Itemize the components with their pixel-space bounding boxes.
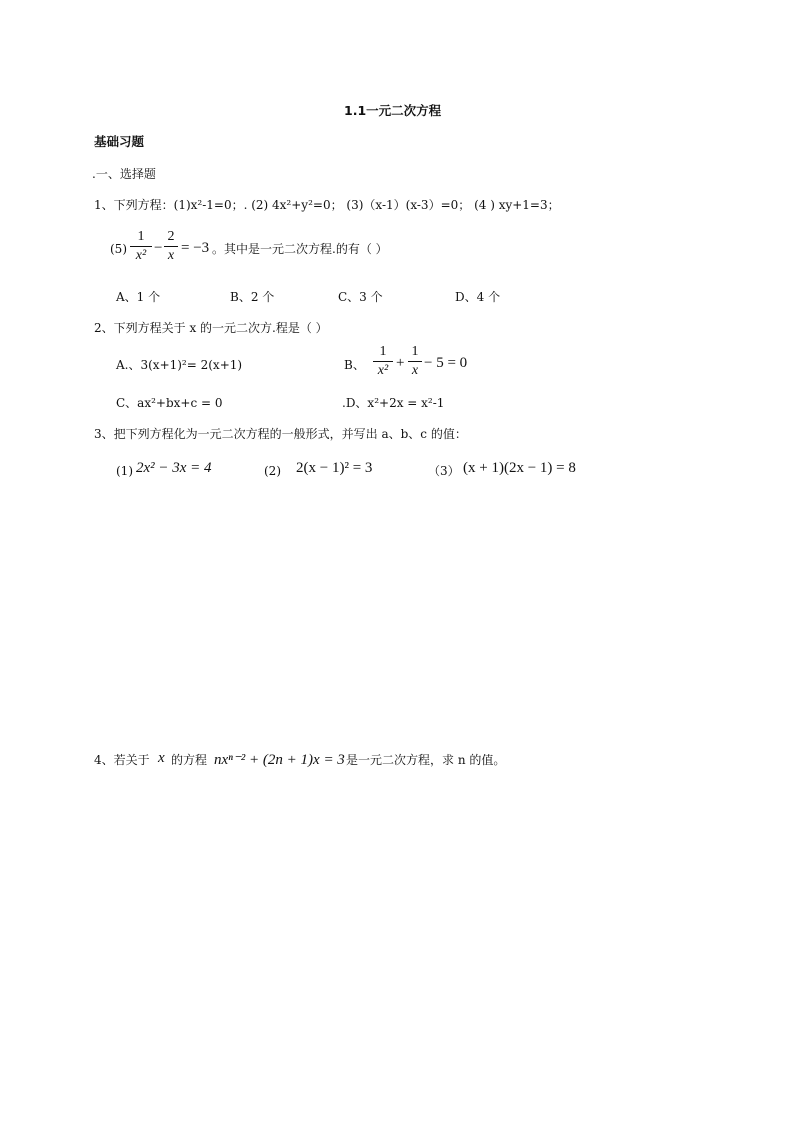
q1-minus: − — [154, 240, 163, 256]
q1-f2-denominator: x — [167, 248, 175, 263]
q2-f2-numerator: 1 — [411, 344, 419, 359]
part-heading: .一、选择题 — [92, 167, 156, 181]
q2-option-b-rest: − 5 = 0 — [424, 355, 468, 371]
q3-eq3-label: （3） — [428, 464, 460, 478]
q2-option-c: C、ax²+bx+c = 0 — [116, 396, 223, 410]
q2-plus: + — [396, 355, 405, 371]
q4-mid: 的方程 — [171, 753, 208, 767]
q2-fraction-2 — [408, 344, 422, 379]
q3-eq2-label: (2) — [264, 464, 281, 478]
q2-fraction-1 — [373, 344, 393, 379]
q1-rhs: = −3 — [181, 240, 210, 256]
fraction-bar — [164, 246, 178, 247]
q2-option-d: .D、x²+2x = x²-1 — [342, 396, 445, 410]
q1-option-c: C、3 个 — [338, 290, 383, 304]
q4-equation: nxⁿ⁻² + (2n + 1)x = 3 — [214, 752, 345, 768]
q2-option-a: A.、3(x+1)²= 2(x+1) — [116, 358, 243, 372]
q1-fraction-2 — [164, 229, 178, 264]
q2-f1-denominator: x² — [377, 363, 389, 378]
q2-f2-denominator: x — [411, 363, 419, 378]
q1-option-a: A、1 个 — [116, 290, 161, 304]
q4-prefix: 4、若关于 — [94, 753, 150, 767]
fraction-bar — [408, 361, 422, 362]
q3-stem: 3、把下列方程化为一元二次方程的一般形式，并写出 a、b、c 的值： — [94, 427, 467, 441]
fraction-bar — [373, 361, 393, 362]
q1-line1: 1、下列方程：(1)x²-1=0；. (2) 4x²+y²=0； (3)（x-1）(x-3）=0； (4 ) xy+1=3； — [94, 198, 560, 212]
q1-item5-label: (5) — [110, 242, 127, 256]
q3-eq2: 2(x − 1)² = 3 — [296, 460, 373, 476]
q1-option-d: D、4 个 — [455, 290, 501, 304]
q1-fraction-1 — [130, 229, 152, 264]
section-heading: 基础习题 — [94, 134, 145, 149]
q2-stem: 2、下列方程关于 x 的一元二次方.程是（ ） — [94, 321, 328, 335]
q1-f1-numerator: 1 — [137, 229, 145, 244]
q4-variable: x — [158, 750, 165, 766]
q1-option-b: B、2 个 — [230, 290, 275, 304]
q3-eq1-label: (1) — [116, 464, 133, 478]
q3-eq3: (x + 1)(2x − 1) = 8 — [463, 460, 576, 476]
q1-stem-tail: 。其中是一元二次方程.的有（ ） — [212, 242, 388, 256]
q4-suffix: 是一元二次方程，求 n 的值。 — [346, 753, 506, 767]
page-title: 1.1一元二次方程 — [344, 103, 442, 118]
q1-f1-denominator: x² — [135, 248, 147, 263]
fraction-bar — [130, 246, 152, 247]
q1-f2-numerator: 2 — [167, 229, 175, 244]
q3-eq1: 2x² − 3x = 4 — [136, 460, 212, 476]
q2-option-b-label: B、 — [344, 358, 365, 372]
q2-f1-numerator: 1 — [379, 344, 387, 359]
